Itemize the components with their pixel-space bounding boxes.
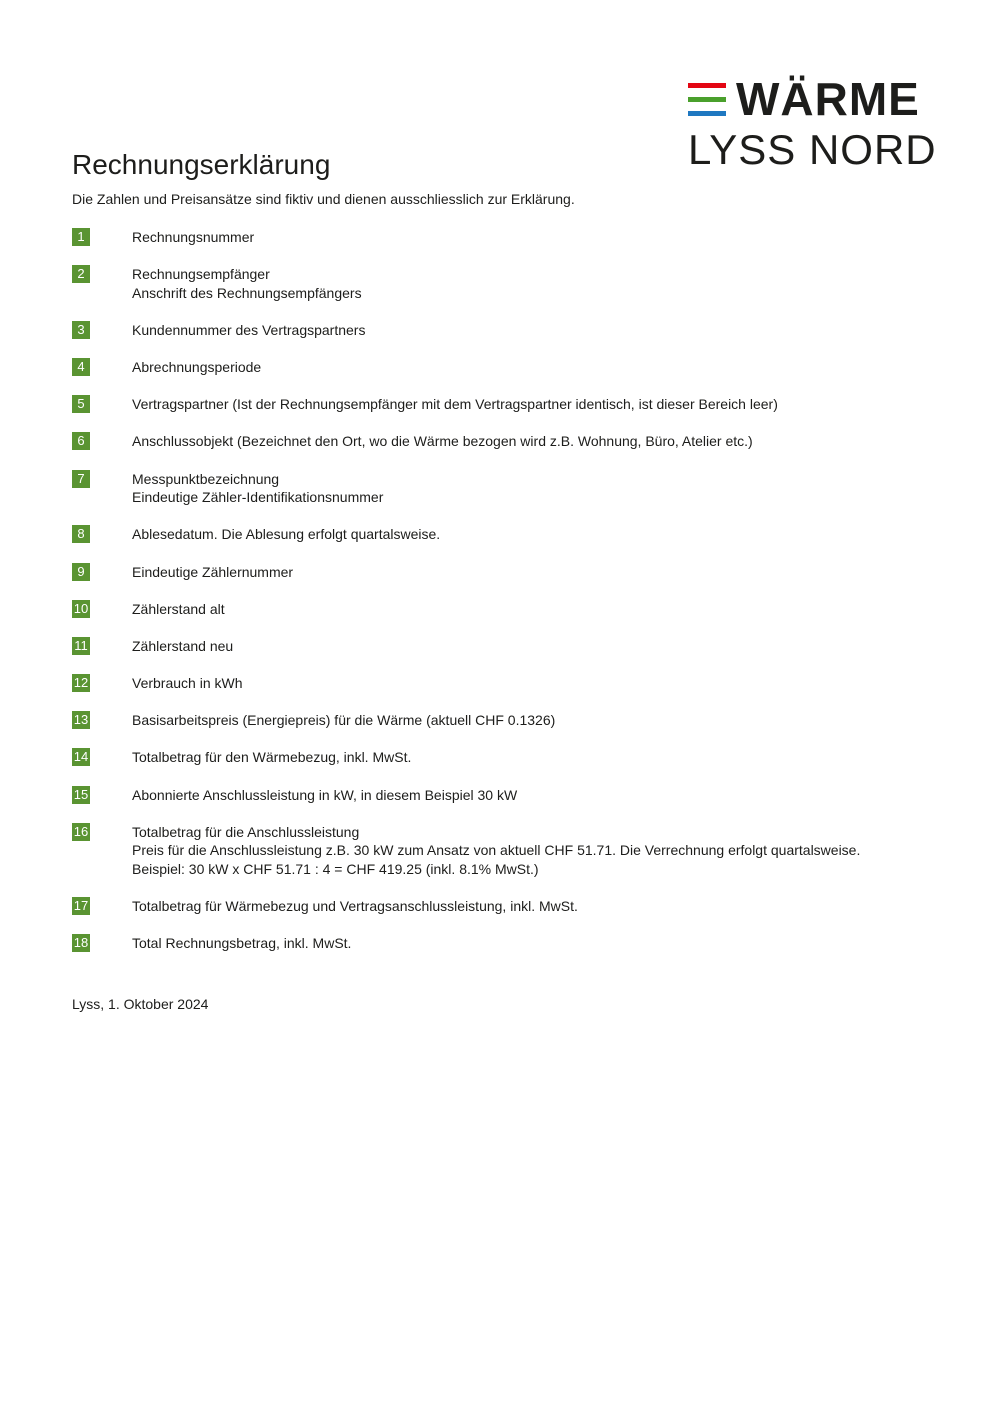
item-text-line: Anschrift des Rechnungsempfängers <box>132 284 362 301</box>
logo-bar-blue <box>688 111 726 116</box>
item-number-badge: 2 <box>72 265 90 283</box>
item-number-badge: 1 <box>72 228 90 246</box>
item-number-badge: 10 <box>73 600 89 616</box>
item-number-badge: 18 <box>73 935 89 951</box>
item-number-badge: 4 <box>72 358 90 376</box>
list-item <box>72 321 952 340</box>
list-item <box>72 228 952 247</box>
list-item <box>72 674 952 693</box>
list-item <box>72 265 952 302</box>
list-item <box>72 637 952 656</box>
item-text-line: Zählerstand neu <box>132 637 234 654</box>
list-item <box>72 823 952 879</box>
item-text-line: Abonnierte Anschlussleistung in kW, in diesem Beispiel 30 kW <box>132 786 518 803</box>
item-text-line: Basisarbeitspreis (Energiepreis) für die Wärme (aktuell CHF 0.1326) <box>132 712 556 729</box>
list-item <box>72 748 952 767</box>
list-item <box>72 897 952 916</box>
item-text-line: Preis für die Anschlussleistung z.B. 30 kW zum Ansatz von aktuell CHF 51.71. Die Verrechnung erfolgt quartalsweise. <box>132 842 861 859</box>
list-item <box>72 525 952 544</box>
item-text-line: Anschlussobjekt (Bezeichnet den Ort, wo die Wärme bezogen wird z.B. Wohnung, Büro, Atelier etc.) <box>132 433 753 450</box>
list-item <box>72 711 952 730</box>
item-text-line: Totalbetrag für die Anschlussleistung <box>132 823 360 840</box>
logo-word-waerme: WÄRME <box>736 73 920 125</box>
item-text-line: Kundennummer des Vertragspartners <box>132 321 366 338</box>
item-text-line: Rechnungsempfänger <box>132 266 270 283</box>
list-item <box>72 563 952 582</box>
item-text-line: Eindeutige Zählernummer <box>132 563 294 580</box>
place-date: Lyss, 1. Oktober 2024 <box>72 996 209 1012</box>
item-number-badge: 5 <box>72 395 90 413</box>
item-text-line: Total Rechnungsbetrag, inkl. MwSt. <box>132 935 352 952</box>
item-text-line: Totalbetrag für Wärmebezug und Vertragsanschlussleistung, inkl. MwSt. <box>132 898 578 914</box>
list-item <box>72 786 952 805</box>
item-number-badge: 3 <box>72 321 90 339</box>
item-number-badge: 14 <box>73 749 89 765</box>
page-subtitle: Die Zahlen und Preisansätze sind fiktiv und dienen ausschliesslich zur Erklärung. <box>72 191 575 207</box>
item-number-badge: 17 <box>73 898 89 913</box>
item-number-badge: 11 <box>72 637 90 655</box>
item-number-badge: 13 <box>73 712 89 728</box>
list-item <box>72 470 952 507</box>
logo-bar-green <box>688 97 726 102</box>
item-number-badge: 15 <box>73 786 89 802</box>
item-number-badge: 16 <box>73 823 89 839</box>
item-number-badge: 8 <box>72 525 90 543</box>
item-text-line: Beispiel: 30 kW x CHF 51.71 : 4 = CHF 419.25 (inkl. 8.1% MwSt.) <box>132 860 539 877</box>
list-item <box>72 358 952 377</box>
item-text-line: Rechnungsnummer <box>132 229 255 245</box>
item-text-line: Abrechnungsperiode <box>132 359 262 376</box>
item-text-line: Eindeutige Zähler-Identifikationsnummer <box>132 489 384 506</box>
logo-word-lyss-nord: LYSS NORD <box>688 126 937 173</box>
item-text-line: Zählerstand alt <box>132 600 225 617</box>
item-number-badge: 12 <box>73 675 89 691</box>
page-title: Rechnungserklärung <box>72 149 331 180</box>
list-item <box>72 395 952 414</box>
item-text-line: Verbrauch in kWh <box>132 675 243 692</box>
item-number-badge: 9 <box>72 563 90 581</box>
explanation-list <box>72 228 952 971</box>
item-text-line: Vertragspartner (Ist der Rechnungsempfänger mit dem Vertragspartner identisch, ist dieser Bereich leer) <box>132 396 778 413</box>
item-text-line: Messpunktbezeichnung <box>132 470 280 487</box>
list-item <box>72 600 952 619</box>
item-text-line: Ablesedatum. Die Ablesung erfolgt quartalsweise. <box>132 526 441 543</box>
waerme-lyss-nord-logo <box>688 73 937 173</box>
item-number-badge: 6 <box>72 432 90 450</box>
list-item <box>72 432 952 451</box>
logo-bar-red <box>688 83 726 88</box>
item-number-badge: 7 <box>72 470 90 488</box>
item-text-line: Totalbetrag für den Wärmebezug, inkl. MwSt. <box>132 749 412 766</box>
logo-color-bars <box>688 83 726 125</box>
list-item <box>72 934 952 953</box>
